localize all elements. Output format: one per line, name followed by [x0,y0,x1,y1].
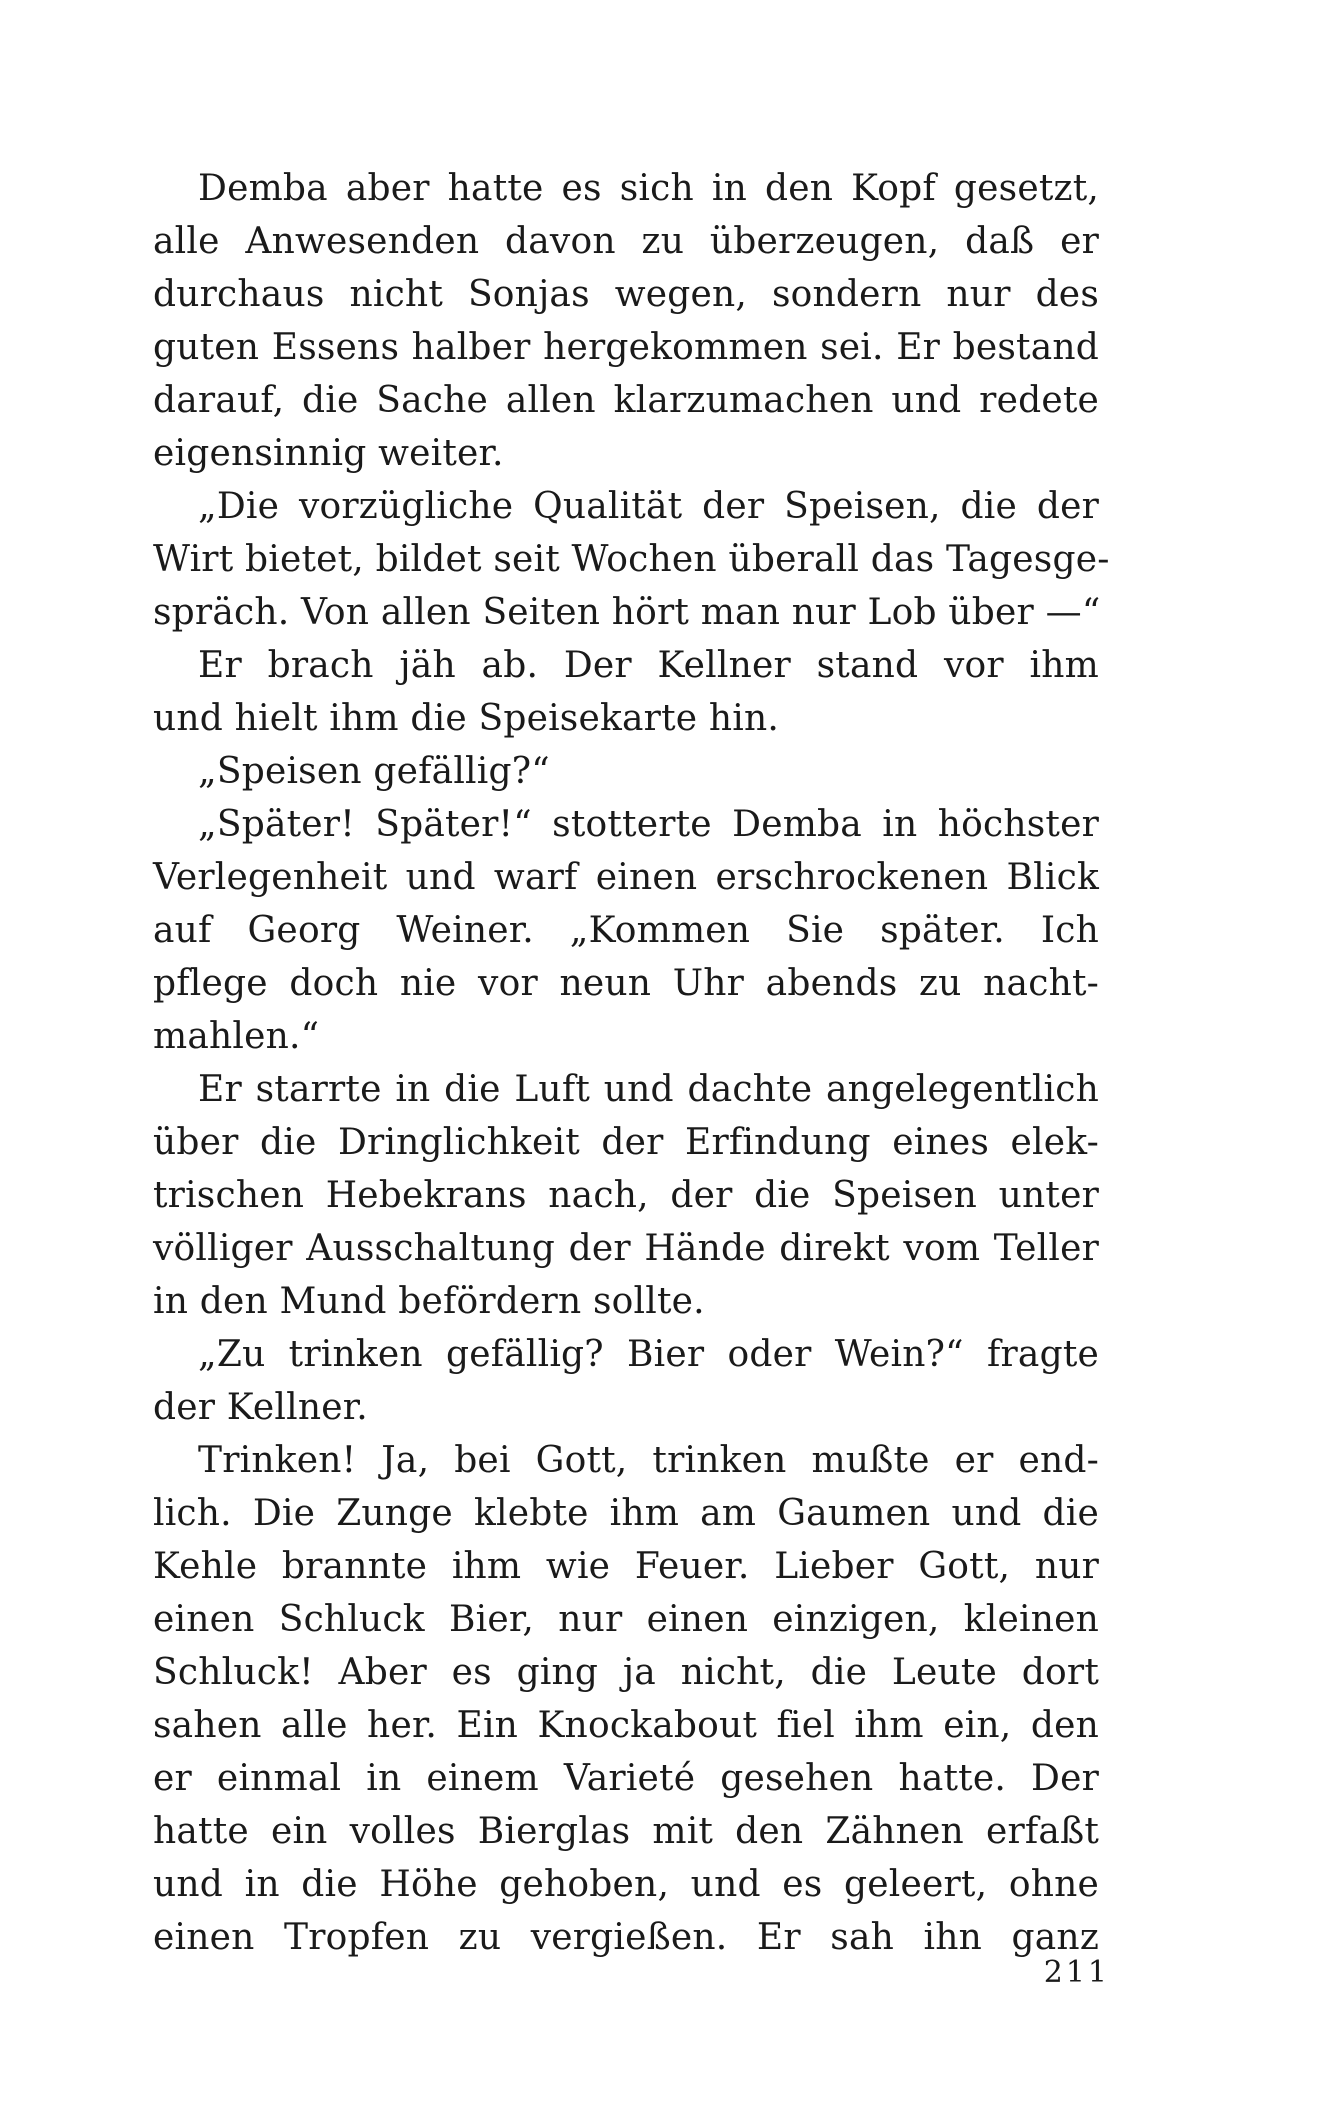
page-number: 211 [1043,1955,1110,1990]
text-line: alle Anwesenden davon zu überzeugen, daß er [153,221,1099,262]
text-line: darauf, die Sache allen klarzumachen und redete [153,380,1099,421]
text-line: völliger Ausschaltung der Hände direkt vom Teller [153,1228,1099,1269]
text-line: auf Georg Weiner. „Kommen Sie später. Ich [153,910,1099,951]
text-line: mahlen.“ [153,1016,320,1057]
text-line: eigensinnig weiter. [153,433,504,474]
text-line: Wirt bietet, bildet seit Wochen überall das Tagesge- [153,539,1110,580]
text-line: Trinken! Ja, bei Gott, trinken mußte er end- [198,1440,1099,1481]
text-line: spräch. Von allen Seiten hört man nur Lob über —“ [153,592,1101,633]
text-line: „Zu trinken gefällig? Bier oder Wein?“ fragte [198,1334,1099,1375]
text-line: Verlegenheit und warf einen erschrockenen Blick [153,857,1099,898]
text-line: in den Mund befördern sollte. [153,1281,705,1322]
text-line: pflege doch nie vor neun Uhr abends zu nacht- [153,963,1099,1004]
text-line: Kehle brannte ihm wie Feuer. Lieber Gott, nur [153,1546,1099,1587]
text-line: durchaus nicht Sonjas wegen, sondern nur des [153,274,1099,315]
text-line: über die Dringlichkeit der Erfindung eines elek- [153,1122,1099,1163]
text-line: und in die Höhe gehoben, und es geleert, ohne [153,1864,1099,1905]
text-line: „Speisen gefällig?“ [198,751,550,792]
text-line: einen Tropfen zu vergießen. Er sah ihn ganz [153,1917,1099,1958]
text-line: der Kellner. [153,1387,368,1428]
text-line: Schluck! Aber es ging ja nicht, die Leute dort [153,1652,1099,1693]
text-line: hatte ein volles Bierglas mit den Zähnen erfaßt [153,1811,1099,1852]
text-line: Er starrte in die Luft und dachte angelegentlich [198,1069,1099,1110]
text-line: guten Essens halber hergekommen sei. Er bestand [153,327,1099,368]
body-text [153,162,1110,1964]
text-line: trischen Hebekrans nach, der die Speisen unter [153,1175,1099,1216]
text-line: und hielt ihm die Speisekarte hin. [153,698,780,739]
text-line: „Die vorzügliche Qualität der Speisen, die der [198,486,1099,527]
text-line: lich. Die Zunge klebte ihm am Gaumen und die [153,1493,1099,1534]
text-line: Er brach jäh ab. Der Kellner stand vor ihm [198,645,1099,686]
text-line: „Später! Später!“ stotterte Demba in höchster [198,804,1099,845]
text-line: er einmal in einem Varieté gesehen hatte. Der [153,1758,1099,1799]
text-line: sahen alle her. Ein Knockabout fiel ihm ein, den [153,1705,1099,1746]
text-line: Demba aber hatte es sich in den Kopf gesetzt, [198,168,1099,209]
text-line: einen Schluck Bier, nur einen einzigen, kleinen [153,1599,1099,1640]
